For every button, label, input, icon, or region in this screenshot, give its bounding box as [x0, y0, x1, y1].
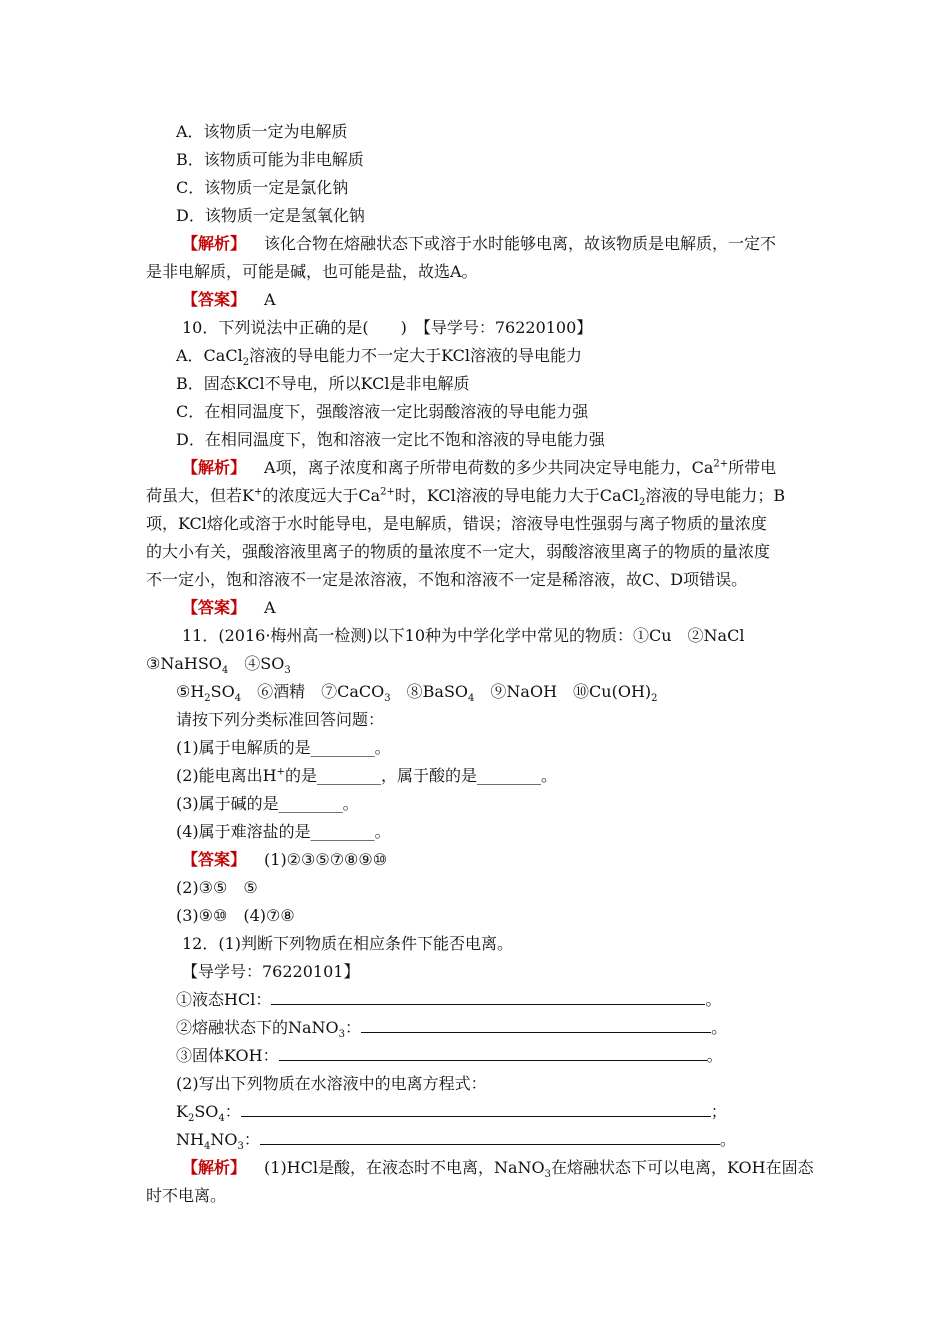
- q10-analysis-line-3: 项，KCl熔化或溶于水时能导电，是电解质，错误；溶液导电性强弱与离子物质的量浓度: [146, 514, 767, 533]
- analysis-tag: 【解析】: [182, 1158, 247, 1177]
- q10-answer-line: [182, 598, 276, 618]
- q10-analysis-line-1: 【解析】 A项，离子浓度和离子所带电荷数的多少共同决定导电能力，$Ca^{2+}$所带电: [182, 458, 777, 477]
- answer-tag: 【答案】: [182, 598, 247, 617]
- q11-prompt: 请按下列分类标准回答问题：: [176, 710, 385, 729]
- analysis-tag: 【解析】: [182, 458, 247, 477]
- analysis-tag: 【解析】: [182, 234, 247, 253]
- q10-option-b: B．固态KCl不导电，所以KCl是非电解质: [176, 374, 470, 393]
- q12-item-3: ③固体KOH： 。: [176, 1046, 723, 1065]
- q10-answer: A: [264, 598, 276, 617]
- q9-option-b: B．该物质可能为非电解质: [176, 150, 364, 169]
- q9-analysis-line-2: 是非电解质，可能是碱，也可能是盐，故选A。: [146, 262, 478, 281]
- q10-stem: 10．下列说法中正确的是( ) 【导学号：76220100】: [182, 318, 593, 337]
- q12-stem: 12．(1)判断下列物质在相应条件下能否电离。: [182, 934, 514, 953]
- q12-item-1: ①液态HCl： 。: [176, 990, 722, 1009]
- q12-equation-nh4no3: $NH_4NO_3$： 。: [176, 1130, 736, 1153]
- q10-option-c: C．在相同温度下，强酸溶液一定比弱酸溶液的导电能力强: [176, 402, 589, 421]
- q11-substances-line-3: $⑤H_2SO_4$ ⑥酒精 ⑦CaCO$_3$ ⑧BaSO$_4$ ⑨NaOH $⑩Cu(OH)_2$: [176, 682, 658, 705]
- q9-analysis-line-1: [182, 234, 776, 254]
- q9-option-d: D．该物质一定是氢氧化钠: [176, 206, 365, 225]
- q11-answer-line-2: (2)③⑤ ⑤: [176, 878, 258, 897]
- answer-blank[interactable]: [271, 990, 705, 1005]
- q9-option-c: C．该物质一定是氯化钠: [176, 178, 349, 197]
- answer-tag: 【答案】: [182, 290, 247, 309]
- answer-tag: 【答案】: [182, 850, 247, 869]
- q12-analysis-line-1: 【解析】 (1)HCl是酸，在液态时不电离，NaNO$_3$在熔融状态下可以电离，KOH在固态: [182, 1158, 814, 1181]
- q11-stem: 11．(2016·梅州高一检测)以下10种为中学化学中常见的物质：①Cu ②NaCl: [182, 626, 745, 645]
- q9-answer-line: [182, 290, 276, 310]
- q11-answer-line-3: (3)⑨⑩ (4)⑦⑧: [176, 906, 295, 925]
- q10-analysis-line-2: 荷虽大，但若K+的浓度远大于$Ca^{2+}$时，KCl溶液的导电能力大于CaCl$_2$溶液的导电能力；B: [146, 486, 786, 509]
- q12-equation-k2so4: $K_2SO_4$： ；: [176, 1102, 727, 1125]
- q11-part-3: (3)属于碱的是________。: [176, 794, 359, 813]
- q11-part-1: (1)属于电解质的是________。: [176, 738, 391, 757]
- answer-blank[interactable]: [361, 1018, 711, 1033]
- q12-item-2: ②熔融状态下的NaNO$_3$： 。: [176, 1018, 728, 1041]
- q10-analysis-line-5: 不一定小，饱和溶液不一定是浓溶液，不饱和溶液不一定是稀溶液，故C、D项错误。: [146, 570, 748, 589]
- q11-part-4: (4)属于难溶盐的是________。: [176, 822, 391, 841]
- q11-substances-line-2: ③NaHSO$_4$ $④SO_3$: [146, 654, 291, 677]
- q12-guide-number: 【导学号：76220101】: [182, 962, 360, 981]
- q12-part-2: (2)写出下列物质在水溶液中的电离方程式：: [176, 1074, 487, 1093]
- q11-answer-line-1: 【答案】 (1)②③⑤⑦⑧⑨⑩: [182, 850, 388, 869]
- q12-analysis-line-2: 时不电离。: [146, 1186, 227, 1205]
- q10-option-a: A．CaCl$_2$溶液的导电能力不一定大于KCl溶液的导电能力: [176, 346, 582, 369]
- q9-answer: A: [264, 290, 276, 309]
- answer-blank[interactable]: [279, 1046, 707, 1061]
- q10-option-d: D．在相同温度下，饱和溶液一定比不饱和溶液的导电能力强: [176, 430, 605, 449]
- q10-analysis-line-4: 的大小有关，强酸溶液里离子的物质的量浓度不一定大，弱酸溶液里离子的物质的量浓度: [146, 542, 771, 561]
- q11-part-2: (2)能电离出H+的是________，属于酸的是________。: [176, 766, 558, 785]
- q9-option-a: A．该物质一定为电解质: [176, 122, 348, 141]
- answer-blank[interactable]: [241, 1102, 711, 1117]
- q9-analysis-text-1: 该化合物在熔融状态下或溶于水时能够电离，故该物质是电解质，一定不: [264, 234, 777, 253]
- answer-blank[interactable]: [260, 1130, 720, 1145]
